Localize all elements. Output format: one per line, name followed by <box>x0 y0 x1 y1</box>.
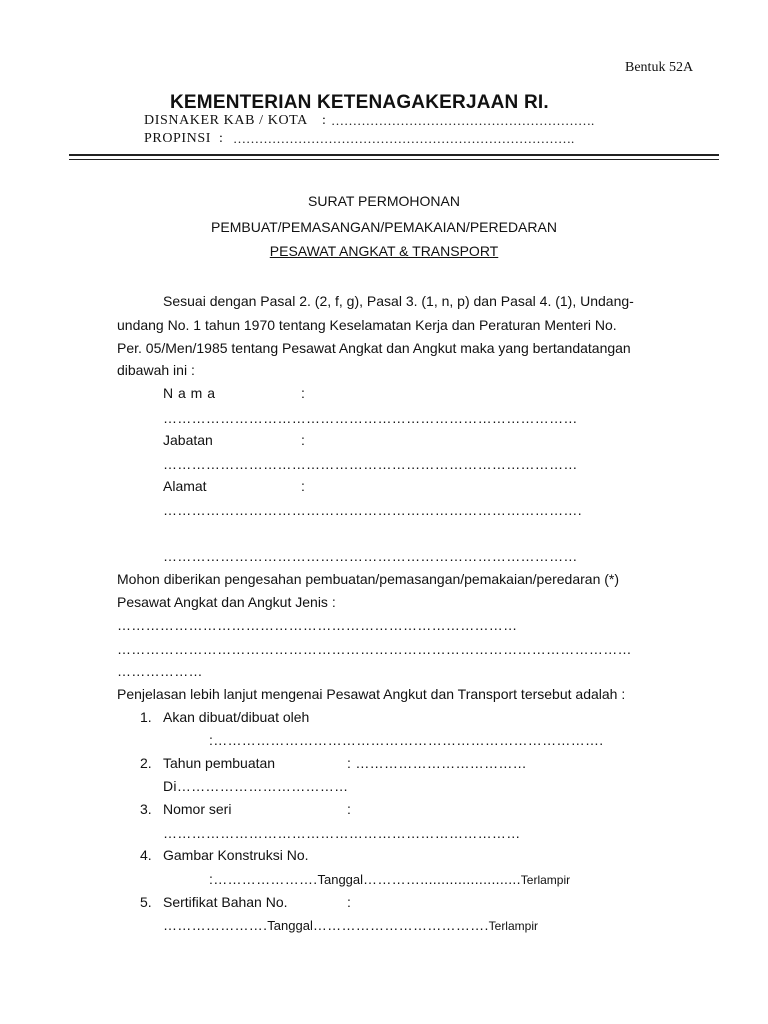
alamat-label: Alamat <box>163 478 207 494</box>
propinsi-colon: : <box>219 131 223 146</box>
item-5-line <box>163 917 538 933</box>
intro-line-3: Per. 05/Men/1985 tentang Pesawat Angkat dan Angkut maka yang bertandatangan <box>117 340 631 356</box>
item-3-number: 3. <box>140 801 152 817</box>
intro-line-4: dibawah ini : <box>117 362 195 378</box>
item-4-line <box>209 871 570 887</box>
alamat-colon: : <box>301 478 305 494</box>
form-code: Bentuk 52A <box>625 60 694 75</box>
item-5-number: 5. <box>140 894 152 910</box>
item-4-number-dots: :…………………. <box>209 871 318 887</box>
item-5-number-dots: …………………. <box>163 917 268 933</box>
disnaker-dots: ……………………………………………………. <box>331 113 595 128</box>
item-5-tanggal: Tanggal <box>267 918 313 933</box>
alamat-dots-1: ……………………………………………………………………………. <box>163 502 582 518</box>
title-line-1: SURAT PERMOHONAN <box>308 193 460 209</box>
nama-label: N a m a <box>163 385 216 401</box>
request-dots-2: ……………………………………………………………………………………………… <box>117 641 632 657</box>
request-dots-1: ………………………………………………………………………… <box>117 617 518 633</box>
jabatan-dots: …………………………………………………………………………… <box>163 456 578 472</box>
item-2-line: : ……………………………… <box>347 755 527 771</box>
item-5-colon: : <box>347 894 351 910</box>
disnaker-label: DISNAKER KAB / KOTA <box>144 113 308 128</box>
title-line-3 <box>0 243 768 259</box>
header-rule-thin <box>69 159 719 160</box>
disnaker-colon: : <box>322 113 326 128</box>
ministry-heading: KEMENTERIAN KETENAGAKERJAAN RI. <box>170 92 549 113</box>
nama-colon: : <box>301 385 305 401</box>
intro-line-1: Sesuai dengan Pasal 2. (2, f, g), Pasal 3. (1, n, p) dan Pasal 4. (1), Undang- <box>163 293 634 309</box>
nama-dots: …………………………………………………………………………… <box>163 410 578 426</box>
intro-line-2: undang No. 1 tahun 1970 tentang Keselamatan Kerja dan Peraturan Menteri No. <box>117 317 617 333</box>
title-line-2: PEMBUAT/PEMASANGAN/PEMAKAIAN/PEREDARAN <box>211 219 557 235</box>
item-2-number: 2. <box>140 755 152 771</box>
request-line-1: Mohon diberikan pengesahan pembuatan/pemasangan/pemakaian/peredaran (*) <box>117 571 620 587</box>
item-5-terlampir: Terlampir <box>488 919 538 933</box>
item-2-location-line: Di……………………………… <box>163 778 349 794</box>
item-4-terlampir: Terlampir <box>520 873 571 887</box>
item-1-line: :………………………………………………………………………. <box>209 732 604 748</box>
item-4-date-dots: …………........................ <box>363 871 521 887</box>
header-rule-thick <box>69 154 719 156</box>
item-1-number: 1. <box>140 709 152 725</box>
alamat-dots-2: …………………………………………………………………………… <box>163 548 578 564</box>
request-line-2: Pesawat Angkat dan Angkut Jenis : <box>117 594 336 610</box>
item-3-line: ………………………………………………………………… <box>163 825 521 841</box>
explain-line: Penjelasan lebih lanjut mengenai Pesawat Angkut dan Transport tersebut adalah : <box>117 686 626 702</box>
jabatan-colon: : <box>301 432 305 448</box>
item-2-label: Tahun pembuatan <box>163 755 276 771</box>
propinsi-dots: ……………………………………………………………………. <box>233 131 575 146</box>
item-3-label: Nomor seri <box>163 801 232 817</box>
item-4-tanggal: Tanggal <box>317 872 364 887</box>
item-3-colon: : <box>347 801 351 817</box>
item-5-label: Sertifikat Bahan No. <box>163 894 288 910</box>
item-4-number: 4. <box>140 847 152 863</box>
request-dots-3: ……………… <box>117 663 203 679</box>
item-5-date-dots: ………………………………. <box>312 917 489 933</box>
title-line-3-text: PESAWAT ANGKAT & TRANSPORT <box>269 243 499 259</box>
propinsi-label: PROPINSI <box>144 131 212 146</box>
jabatan-label: Jabatan <box>163 432 213 448</box>
item-1-label: Akan dibuat/dibuat oleh <box>163 709 310 725</box>
item-4-label: Gambar Konstruksi No. <box>163 847 309 863</box>
